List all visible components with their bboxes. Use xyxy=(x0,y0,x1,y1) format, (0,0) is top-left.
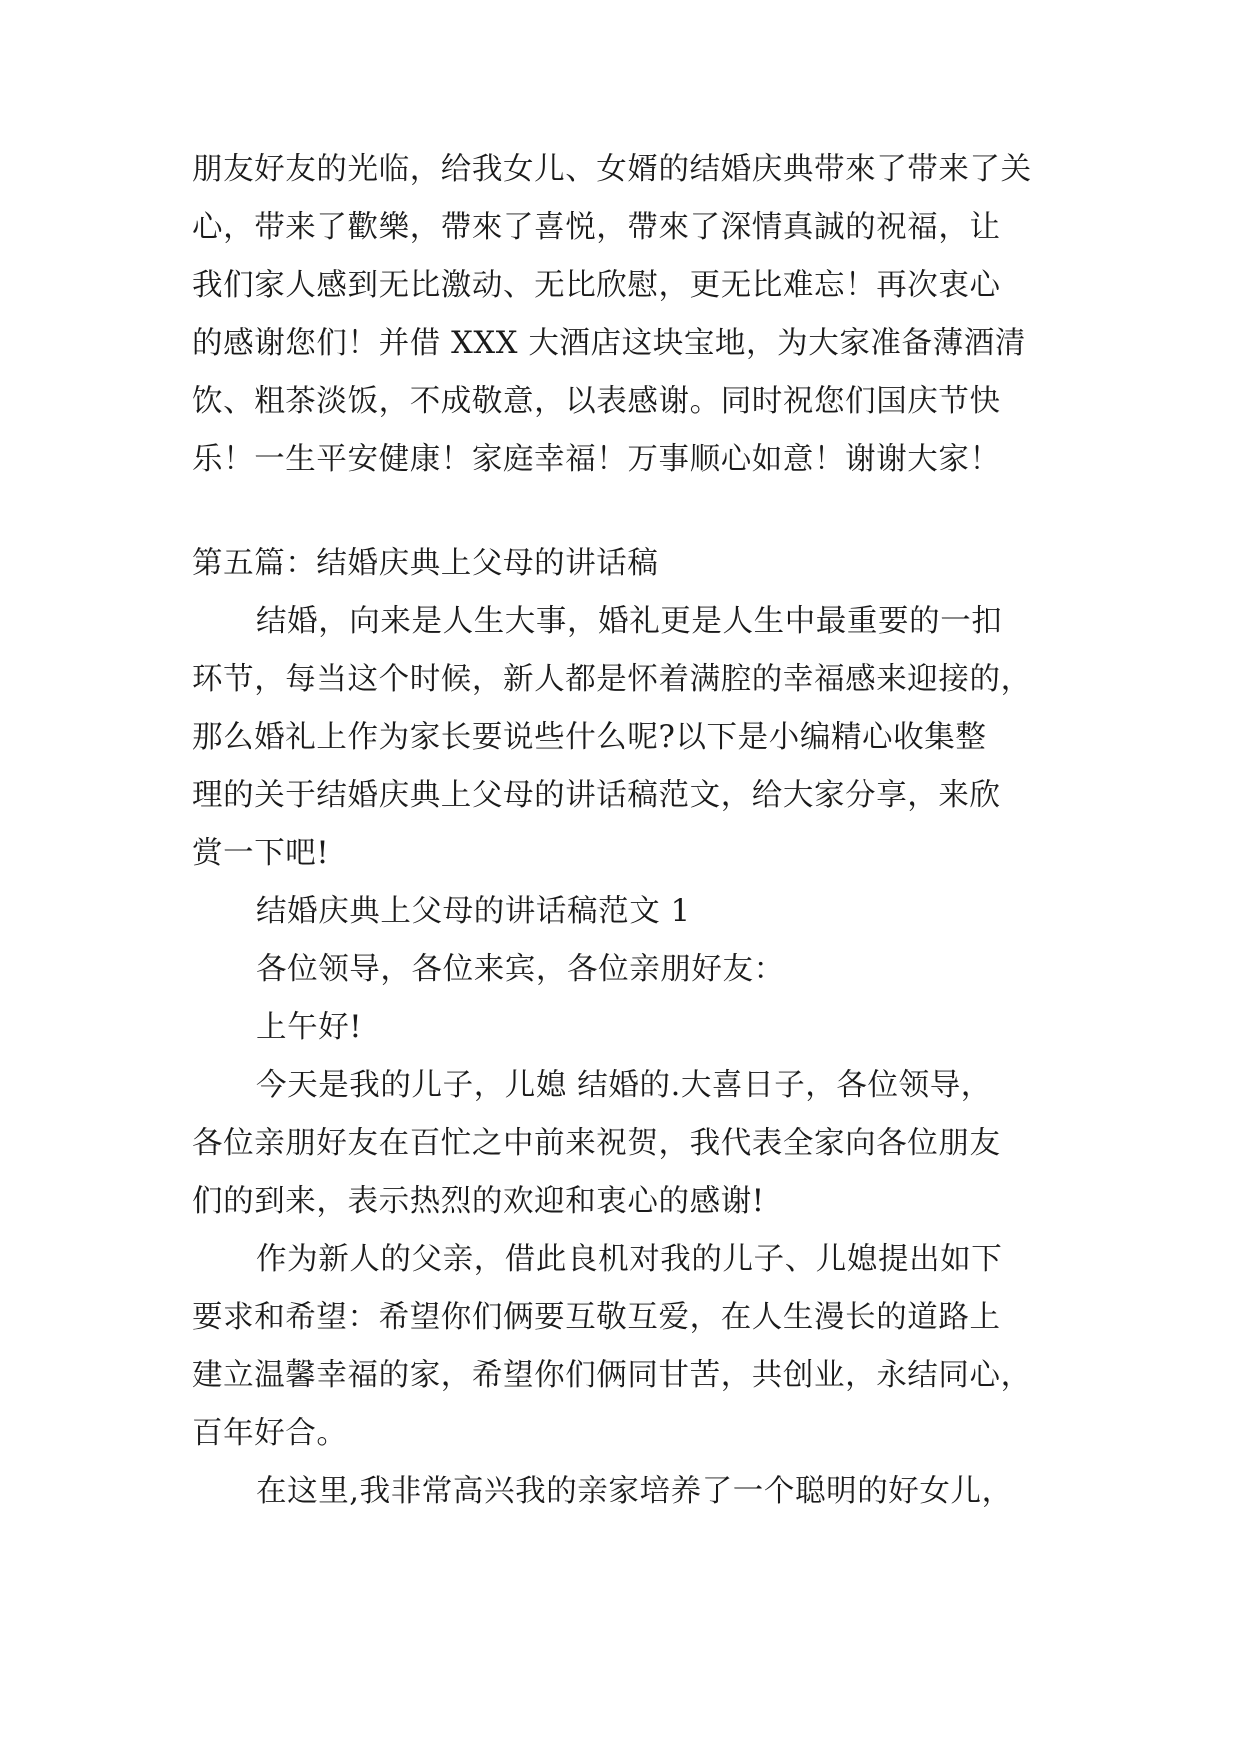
body-text-line: 们的到来，表示热烈的欢迎和衷心的感谢! xyxy=(192,1184,765,1219)
body-text-line: 朋友好友的光临，给我女儿、女婿的结婚庆典带來了带来了关 xyxy=(192,152,1032,187)
body-text-line: 结婚，向来是人生大事，婚礼更是人生中最重要的一扣 xyxy=(256,604,1003,639)
body-text-line: 赏一下吧! xyxy=(192,836,330,871)
body-text-line: 在这里,我非常高兴我的亲家培养了一个聪明的好女儿， xyxy=(256,1474,1013,1509)
body-text-line: 乐！一生平安健康！家庭幸福！万事顺心如意！谢谢大家！ xyxy=(192,442,1001,477)
body-text-line: 理的关于结婚庆典上父母的讲话稿范文，给大家分享，来欣 xyxy=(192,778,1001,813)
body-text-line: 环节，每当这个时候，新人都是怀着满腔的幸福感来迎接的， xyxy=(192,662,1032,697)
body-text-line: 各位亲朋好友在百忙之中前来祝贺，我代表全家向各位朋友 xyxy=(192,1126,1001,1161)
sample-title: 结婚庆典上父母的讲话稿范文 1 xyxy=(256,894,691,929)
body-text-line: 那么婚礼上作为家长要说些什么呢?以下是小编精心收集整 xyxy=(192,720,987,755)
chapter-title: 第五篇：结婚庆典上父母的讲话稿 xyxy=(192,546,659,581)
greeting: 上午好! xyxy=(256,1010,363,1045)
body-text-line: 饮、粗茶淡饭，不成敬意，以表感谢。同时祝您们国庆节快 xyxy=(192,384,1001,419)
body-text-line: 作为新人的父亲，借此良机对我的儿子、儿媳提出如下 xyxy=(256,1242,1003,1277)
body-text-line: 的感谢您们！并借 XXX 大酒店这块宝地，为大家准备薄酒清 xyxy=(192,326,1026,361)
body-text-line: 我们家人感到无比激动、无比欣慰，更无比难忘！再次衷心 xyxy=(192,268,1001,303)
body-text-line: 心，带来了歡樂，帶來了喜悦，帶來了深情真誠的祝福，让 xyxy=(192,210,1001,245)
body-text-line: 百年好合。 xyxy=(192,1416,348,1451)
salutation: 各位领导，各位来宾，各位亲朋好友： xyxy=(256,952,785,987)
body-text-line: 今天是我的儿子，儿媳 结婚的.大喜日子，各位领导， xyxy=(256,1068,992,1103)
body-text-line: 建立温馨幸福的家，希望你们俩同甘苦，共创业，永结同心， xyxy=(192,1358,1032,1393)
body-text-line: 要求和希望：希望你们俩要互敬互爱，在人生漫长的道路上 xyxy=(192,1300,1001,1335)
